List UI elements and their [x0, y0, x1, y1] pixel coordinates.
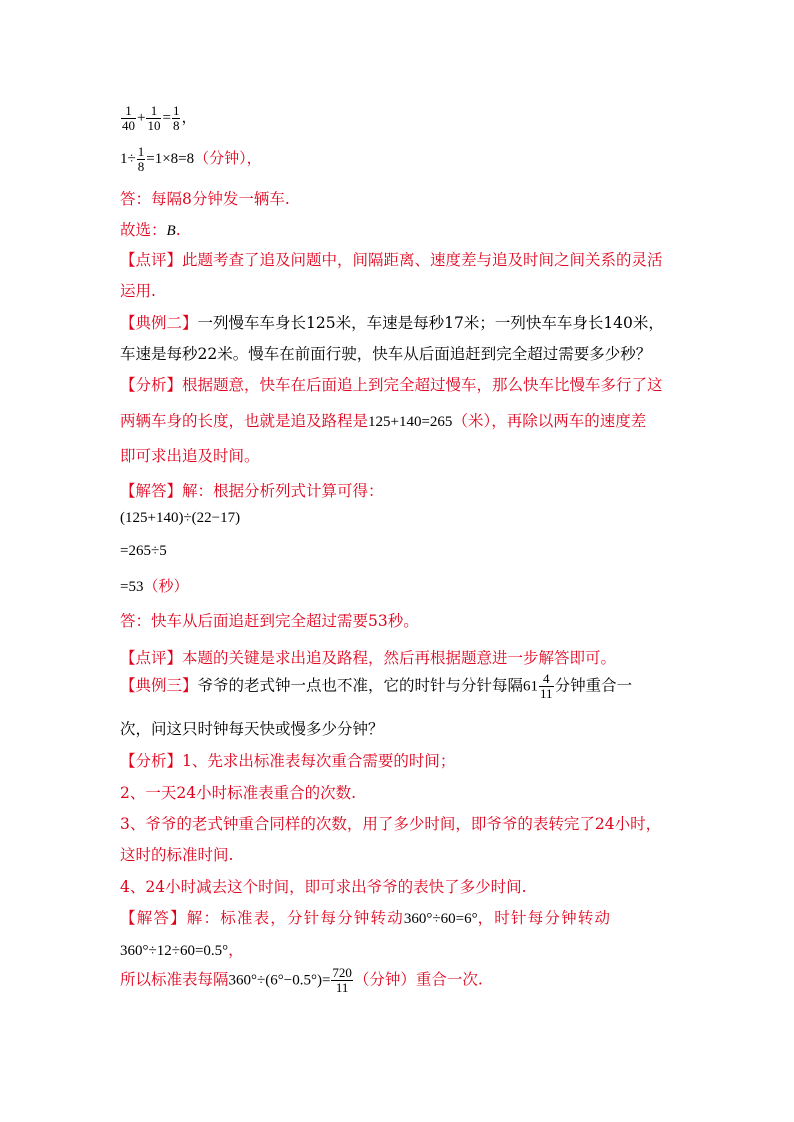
example-two-line-1: 【典例二】一列慢车车身长125米，车速是每秒17米；一列快车车身长140米，	[120, 314, 664, 332]
example-tag: 【典例二】	[120, 314, 198, 332]
answer-line: 答：每隔8分钟发一辆车.	[120, 190, 290, 208]
equation-step-3: =53（秒）	[120, 579, 189, 595]
division-line: 1÷ $\frac{1}{8}$ =1×8=8（分钟），	[120, 144, 262, 174]
analysis-line-2: 两辆车身的长度，也就是追及路程是125+140=265（米），再除以两车的速度差	[120, 412, 647, 430]
comment-line-2: 运用.	[120, 282, 156, 300]
fraction: $\frac{1}{40}$	[122, 103, 135, 133]
analysis-step-3a: 3、爷爷的老式钟重合同样的次数，用了多少时间，即爷爷的表转完了24小时，	[120, 815, 662, 833]
analysis-line-1: 【分析】根据题意，快车在后面追上到完全超过慢车，那么快车比慢车多行了这	[120, 376, 663, 394]
analysis-step-4: 4、24小时减去这个时间，即可求出爷爷的表快了多少时间.	[120, 878, 527, 896]
choice-line: 故选：B.	[120, 221, 181, 239]
comment-line-3: 【点评】本题的关键是求出追及路程，然后再根据题意进一步解答即可。	[120, 649, 617, 667]
mixed-fraction: $\frac{4}{11}$	[540, 671, 553, 701]
answer-line-2: 答：快车从后面追赶到完全超过需要53秒。	[120, 612, 419, 630]
analysis-line-3: 即可求出追及时间。	[120, 447, 260, 465]
fraction: $\frac{1}{8}$	[172, 103, 180, 133]
fraction: $\frac{1}{8}$	[137, 144, 145, 174]
solution-three-line-2: 360°÷12÷60=0.5°，	[120, 941, 244, 959]
analysis-step-3b: 这时的标准时间.	[120, 846, 234, 864]
example-two-line-2: 车速是每秒22米。慢车在前面行驶，快车从后面追赶到完全超过需要多少秒？	[120, 345, 652, 363]
solution-three-line-1: 【解答】解：标准表，分针每分钟转动360°÷60=6°，时针每分钟转动	[120, 909, 612, 927]
analysis-step-2: 2、一天24小时标准表重合的次数.	[120, 784, 357, 802]
example-three-line-2: 次，问这只时钟每天快或慢多少分钟？	[120, 720, 384, 738]
analysis-step-1: 【分析】1、先求出标准表每次重合需要的时间；	[120, 752, 456, 770]
fraction: $\frac{1}{10}$	[147, 103, 161, 133]
comment-line-1: 【点评】此题考查了追及问题中，间隔距离、速度差与追及时间之间关系的灵活	[120, 251, 663, 269]
solution-three-line-3: 所以标准表每隔360°÷(6°−0.5°)= $\frac{720}{11}$ （分钟）重合一次.	[120, 965, 483, 995]
fraction: $\frac{720}{11}$	[332, 965, 352, 995]
example-three-line-1: 【典例三】爷爷的老式钟一点也不准，它的时针与分针每隔61 $\frac{4}{11}$ 分钟重合一	[120, 671, 633, 701]
solution-line: 【解答】解：根据分析列式计算可得：	[120, 482, 384, 500]
equation-step-1: (125+140)÷(22−17)	[120, 510, 241, 526]
fraction-sum-line: $\frac{1}{40}$ + $\frac{1}{10}$ = $\frac{1}{8}$ ，	[122, 103, 197, 133]
example-tag: 【典例三】	[120, 676, 198, 695]
equation-step-2: =265÷5	[120, 543, 167, 559]
